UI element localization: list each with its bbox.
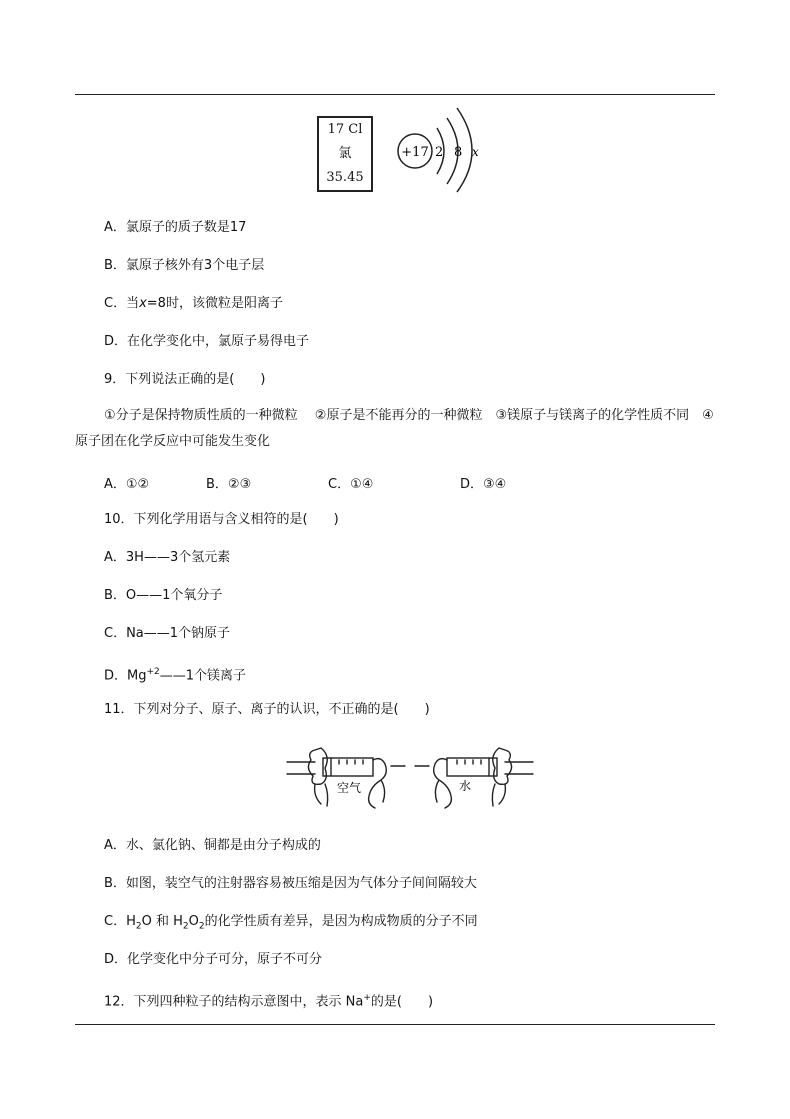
q10-option-c: C．Na——1个钠原子: [104, 626, 231, 641]
element-card: [317, 116, 373, 192]
q8-option-b: B．氯原子核外有3个电子层: [104, 258, 265, 273]
q11-stem: 11．下列对分子、原子、离子的认识，不正确的是( ): [104, 702, 430, 717]
shell1-electrons: 2: [435, 145, 444, 160]
q8-option-c: C．当x=8时，该微粒是阳离子: [104, 296, 283, 311]
element-mass: 35.45: [326, 170, 364, 185]
variable-x: x: [139, 296, 147, 311]
q8-option-d: D．在化学变化中，氯原子易得电子: [104, 334, 310, 349]
q9-option-c: C．①④: [328, 477, 374, 492]
q9-option-a: A．①②: [104, 477, 150, 492]
q12-stem: 12．下列四种粒子的结构示意图中，表示 Na+的是( ): [104, 993, 434, 1010]
syringe-figure: [285, 738, 535, 816]
top-rule: [75, 94, 715, 95]
shell3-electrons: x: [472, 145, 479, 159]
q9-option-b: B．②③: [206, 477, 252, 492]
q11-option-c: C．$H_2O$ 和 $H_2O_2$的化学性质有差异，是因为构成物质的分子不同: [104, 914, 478, 932]
q10-option-b: B．O——1个氧分子: [104, 588, 223, 603]
q9-statements: ①分子是保持物质性质的一种微粒 ②原子是不能再分的一种微粒 ③镁原子与镁离子的化学性质不同 ④原子团在化学反应中可能发生变化: [75, 408, 714, 449]
element-number-symbol: 17 Cl: [327, 122, 363, 137]
q9-stem: 9．下列说法正确的是( ): [104, 372, 266, 387]
q10-stem: 10．下列化学用语与含义相符的是( ): [104, 512, 339, 527]
q11-option-b: B．如图，装空气的注射器容易被压缩是因为气体分子间间隔较大: [104, 876, 477, 891]
figure-label-air: 空气: [337, 781, 362, 795]
q10-option-d: D．$Mg^{+2}——1$个镁离子: [104, 667, 247, 684]
element-name: 氯: [338, 146, 352, 161]
q10-option-a: A．3H——3个氢元素: [104, 550, 231, 565]
q9-option-d: D．③④: [460, 477, 507, 492]
shell2-electrons: 8: [454, 145, 463, 160]
bottom-rule: [75, 1024, 715, 1025]
q11-option-d: D．化学变化中分子可分，原子不可分: [104, 952, 323, 967]
atom-structure-diagram: [395, 104, 495, 194]
figure-label-water: 水: [459, 779, 472, 793]
nucleus-label: +17: [401, 145, 429, 160]
q11-option-a: A．水、氯化钠、铜都是由分子构成的: [104, 838, 321, 853]
q8-option-a: A．氯原子的质子数是17: [104, 220, 247, 235]
